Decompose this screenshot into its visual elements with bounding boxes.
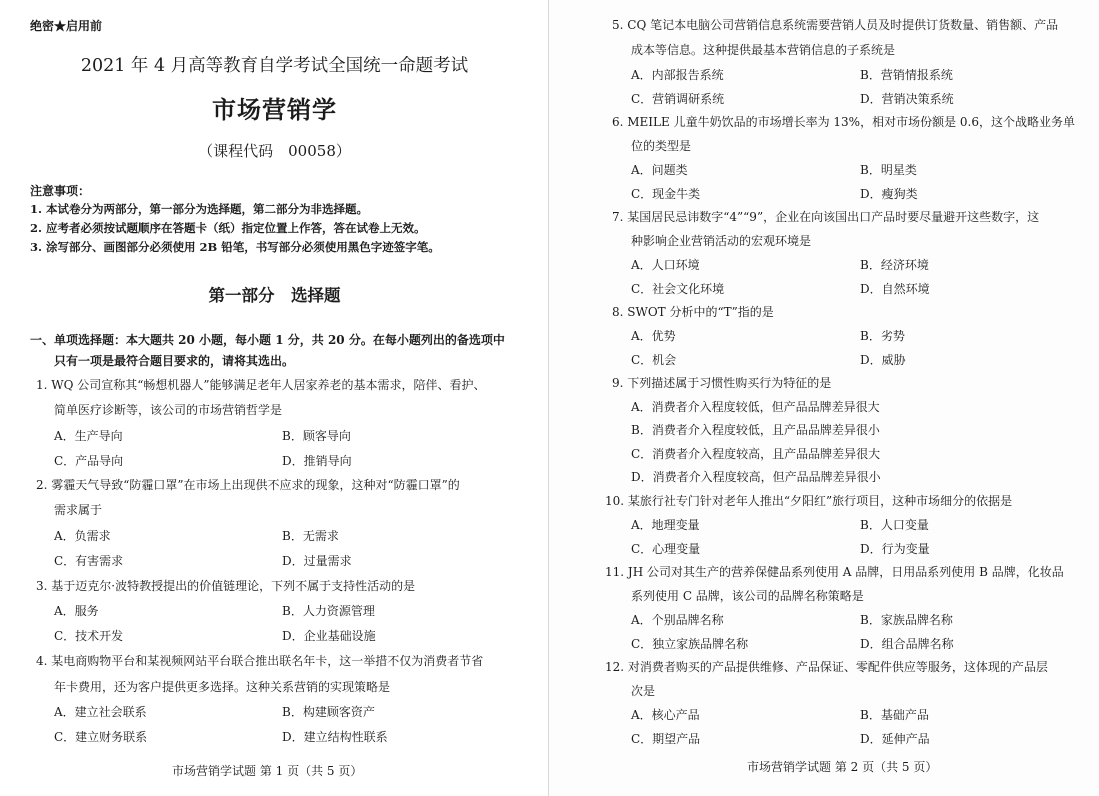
question-stem: 12. 对消费者购买的产品提供维修、产品保证、零配件供应等服务，这体现的产品层 xyxy=(605,660,1048,674)
option-b: B．顾客导向 xyxy=(282,429,351,443)
option-d: D．威胁 xyxy=(860,353,906,367)
option-a: A．建立社会联系 xyxy=(54,705,147,719)
option-b: B．构建顾客资产 xyxy=(282,705,375,719)
subject-title: 市场营销学 xyxy=(212,95,337,124)
option-b: B．家族品牌名称 xyxy=(860,613,953,627)
option-c: C．现金牛类 xyxy=(631,187,701,201)
question-stem: 2. 雾霾天气导致“防霾口罩”在市场上出现供不应求的现象，这种对“防霾口罩”的 xyxy=(36,478,460,492)
option-b: B．人口变量 xyxy=(860,518,929,532)
question-stem: 7. 某国居民忌讳数字“4”“9”，企业在向该国出口产品时要尽量避开这些数字，这 xyxy=(612,210,1040,224)
question-stem: 5. CQ 笔记本电脑公司营销信息系统需要营销人员及时提供订货数量、销售额、产品 xyxy=(612,18,1059,32)
option-d: D．企业基础设施 xyxy=(282,629,376,643)
option-d: D．组合品牌名称 xyxy=(860,637,954,651)
option-c: C．消费者介入程度较高，且产品品牌差异很大 xyxy=(631,447,881,461)
option-a: A．内部报告系统 xyxy=(631,68,724,82)
option-c: C．机会 xyxy=(631,353,677,367)
question-stem: 8. SWOT 分析中的“T”指的是 xyxy=(612,305,774,319)
option-b: B．经济环境 xyxy=(860,258,929,272)
option-d: D．瘦狗类 xyxy=(860,187,918,201)
question-stem: 系列使用 C 品牌，该公司的品牌名称策略是 xyxy=(631,589,864,603)
option-a: A．优势 xyxy=(631,329,676,343)
option-b: B．营销情报系统 xyxy=(860,68,953,82)
option-c: C．产品导向 xyxy=(54,454,124,468)
option-b: B．人力资源管理 xyxy=(282,604,375,618)
part-title: 第一部分 选择题 xyxy=(208,286,341,305)
note-item: 1. 本试卷分为两部分，第一部分为选择题，第二部分为非选择题。 xyxy=(30,202,369,216)
page-footer: 市场营销学试题 第 2 页（共 5 页） xyxy=(747,760,938,774)
option-a: A．消费者介入程度较低，但产品品牌差异很大 xyxy=(631,400,880,414)
question-stem: 6. MEILE 儿童牛奶饮品的市场增长率为 13%，相对市场份额是 0.6，这个战略业务单 xyxy=(612,115,1075,129)
option-d: D．营销决策系统 xyxy=(860,92,954,106)
question-stem: 10. 某旅行社专门针对老年人推出“夕阳红”旅行项目，这种市场细分的依据是 xyxy=(605,494,1013,508)
option-c: C．期望产品 xyxy=(631,732,701,746)
option-c: C．营销调研系统 xyxy=(631,92,725,106)
question-stem: 1. WQ 公司宣称其“畅想机器人”能够满足老年人居家养老的基本需求，陪伴、看护、 xyxy=(36,378,486,392)
option-c: C．心理变量 xyxy=(631,542,701,556)
option-a: A．人口环境 xyxy=(631,258,700,272)
option-a: A．问题类 xyxy=(631,163,688,177)
option-b: B．劣势 xyxy=(860,329,905,343)
option-b: B．消费者介入程度较低，且产品品牌差异很小 xyxy=(631,423,880,437)
question-stem: 年卡费用，还为客户提供更多选择。这种关系营销的实现策略是 xyxy=(54,680,391,694)
option-c: C．有害需求 xyxy=(54,554,124,568)
option-a: A．生产导向 xyxy=(54,429,123,443)
option-b: B．明星类 xyxy=(860,163,917,177)
question-stem: 需求属于 xyxy=(54,503,103,517)
option-a: A．地理变量 xyxy=(631,518,700,532)
question-stem: 11. JH 公司对其生产的营养保健品系列使用 A 品牌，日用品系列使用 B 品牌，化妆品 xyxy=(605,565,1064,579)
option-a: A．核心产品 xyxy=(631,708,700,722)
option-d: D．推销导向 xyxy=(282,454,352,468)
note-item: 3. 涂写部分、画图部分必须使用 2B 铅笔，书写部分必须使用黑色字迹签字笔。 xyxy=(30,240,440,254)
question-stem: 9. 下列描述属于习惯性购买行为特征的是 xyxy=(612,376,832,390)
question-stem: 简单医疗诊断等，该公司的市场营销哲学是 xyxy=(54,403,283,417)
option-d: D．行为变量 xyxy=(860,542,930,556)
note-item: 2. 应考者必须按试题顺序在答题卡（纸）指定位置上作答，答在试卷上无效。 xyxy=(30,221,426,235)
option-d: D．自然环境 xyxy=(860,282,930,296)
option-c: C．技术开发 xyxy=(54,629,124,643)
option-c: C．社会文化环境 xyxy=(631,282,725,296)
option-a: A．服务 xyxy=(54,604,99,618)
exam-page-2 xyxy=(549,0,1099,796)
option-d: D．建立结构性联系 xyxy=(282,730,388,744)
option-d: D．过量需求 xyxy=(282,554,352,568)
notes-heading: 注意事项： xyxy=(30,184,91,198)
question-stem: 位的类型是 xyxy=(631,139,692,153)
exam-title: 2021 年 4 月高等教育自学考试全国统一命题考试 xyxy=(80,56,469,76)
option-d: D．消费者介入程度较高，但产品品牌差异很小 xyxy=(631,470,881,484)
option-a: A．个别品牌名称 xyxy=(631,613,724,627)
course-code: （课程代码 00058） xyxy=(198,142,351,160)
question-stem: 3. 基于迈克尔·波特教授提出的价值链理论，下列不属于支持性活动的是 xyxy=(36,579,416,593)
option-b: B．无需求 xyxy=(282,529,339,543)
question-stem: 成本等信息。这种提供最基本营销信息的子系统是 xyxy=(631,43,896,57)
section-instruction: 一、单项选择题：本大题共 20 小题，每小题 1 分，共 20 分。在每小题列出的备选项中 xyxy=(30,333,505,347)
question-stem: 次是 xyxy=(631,684,656,698)
section-instruction: 只有一项是最符合题目要求的，请将其选出。 xyxy=(54,354,295,368)
confidential-mark: 绝密★启用前 xyxy=(30,19,103,33)
option-c: C．建立财务联系 xyxy=(54,730,148,744)
question-stem: 4. 某电商购物平台和某视频网站平台联合推出联名年卡，这一举措不仅为消费者节省 xyxy=(36,654,484,668)
exam-page-1 xyxy=(0,0,549,796)
page-footer: 市场营销学试题 第 1 页（共 5 页） xyxy=(172,764,363,778)
option-a: A．负需求 xyxy=(54,529,111,543)
option-c: C．独立家族品牌名称 xyxy=(631,637,749,651)
option-b: B．基础产品 xyxy=(860,708,929,722)
question-stem: 种影响企业营销活动的宏观环境是 xyxy=(631,234,812,248)
option-d: D．延伸产品 xyxy=(860,732,930,746)
